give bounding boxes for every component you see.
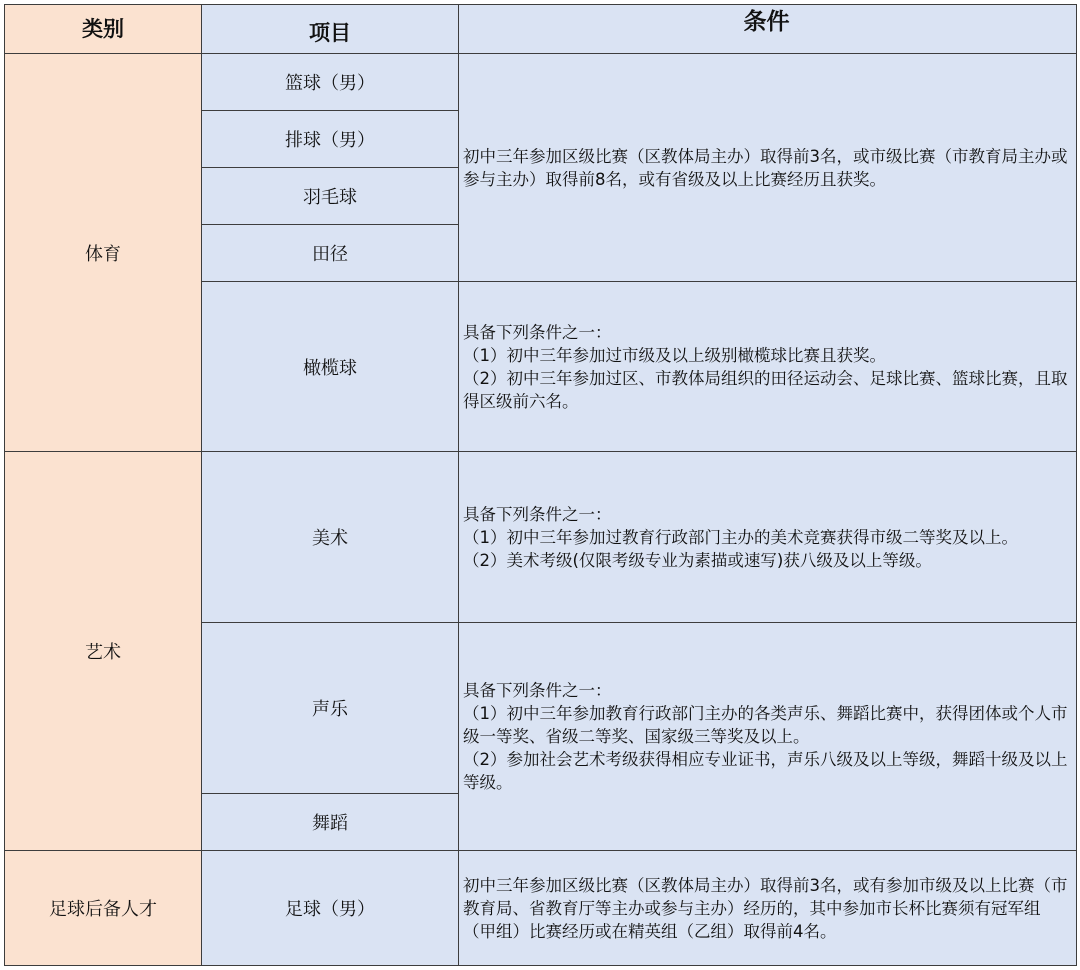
- category-sports: 体育: [4, 53, 202, 452]
- condition-rugby: [458, 281, 1077, 452]
- condition-ball-games-track: [458, 53, 1077, 282]
- item-badminton: 羽毛球: [201, 167, 459, 225]
- condition-text: 具备下列条件之一： （1）初中三年参加过教育行政部门主办的美术竞赛获得市级二等奖及以上。 （2）美术考级(仅限考级专业为素描或速写)获八级及以上等级。: [463, 504, 1018, 570]
- category-football-reserve: 足球后备人才: [4, 850, 202, 966]
- item-rugby: 橄榄球: [201, 281, 459, 452]
- condition-football: [458, 850, 1077, 966]
- condition-text: 具备下列条件之一： （1）初中三年参加教育行政部门主办的各类声乐、舞蹈比赛中，获得团体或个人市级一等奖、省级二等奖、国家级三等奖及以上。 （2）参加社会艺术考级获得相应专业证书，声乐八级及以上等级，舞蹈十级及以上等级。: [463, 681, 1068, 792]
- item-basketball: 篮球（男）: [201, 53, 459, 111]
- condition-text: 初中三年参加区级比赛（区教体局主办）取得前3名，或市级比赛（市教育局主办或参与主办）取得前8名，或有省级及以上比赛经历且获奖。: [463, 146, 1068, 189]
- item-fine-arts: 美术: [201, 451, 459, 623]
- condition-text: 初中三年参加区级比赛（区教体局主办）取得前3名，或有参加市级及以上比赛（市教育局、省教育厅等主办或参与主办）经历的，其中参加市长杯比赛须有冠军组（甲组）比赛经历或在精英组（乙组）取得前4名。: [463, 875, 1068, 941]
- category-arts: 艺术: [4, 451, 202, 851]
- item-football: 足球（男）: [201, 850, 459, 966]
- item-dance: 舞蹈: [201, 793, 459, 851]
- item-vocal-music: 声乐: [201, 622, 459, 794]
- condition-vocal-dance: [458, 622, 1077, 851]
- header-category: 类别: [4, 4, 202, 54]
- item-volleyball: 排球（男）: [201, 110, 459, 168]
- header-item: 项目: [201, 4, 459, 54]
- condition-fine-arts: [458, 451, 1077, 623]
- condition-text: 具备下列条件之一： （1）初中三年参加过市级及以上级别橄榄球比赛且获奖。 （2）初中三年参加过区、市教体局组织的田径运动会、足球比赛、篮球比赛，且取得区级前六名。: [463, 322, 1068, 411]
- header-condition: 条件: [458, 4, 1077, 54]
- item-track-and-field: 田径: [201, 224, 459, 282]
